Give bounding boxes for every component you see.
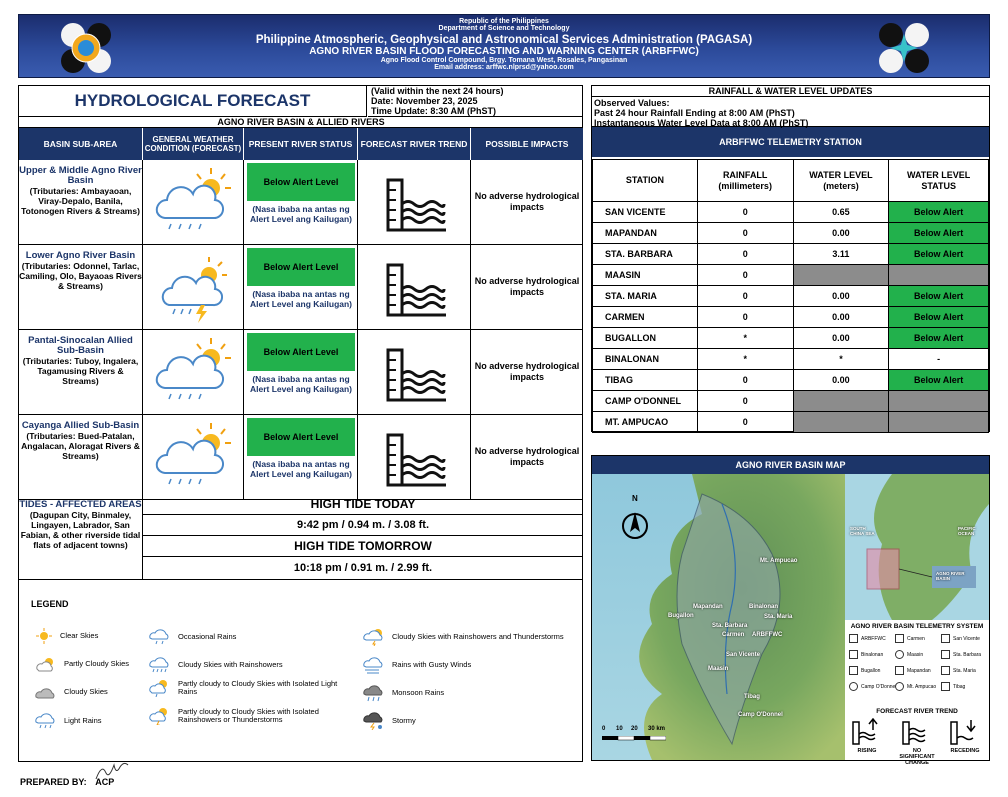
rain-icon xyxy=(143,415,244,499)
system-item-label: ARBFFWC xyxy=(861,635,886,642)
water-level-value: 0.00 xyxy=(793,286,889,307)
dost-logo-icon xyxy=(877,21,931,75)
scale-label: 20 xyxy=(631,726,638,732)
cloudy-icon xyxy=(33,684,59,700)
water-level-value: 0.00 xyxy=(793,307,889,328)
light-rains-icon xyxy=(33,712,59,730)
forecast-row xyxy=(19,330,583,415)
water-level-value xyxy=(793,265,889,286)
table-row xyxy=(593,223,989,244)
basin-map xyxy=(592,474,989,766)
legend-title: LEGEND xyxy=(31,599,69,609)
observed-label: Observed Values: xyxy=(594,98,670,108)
station-name: MAPANDAN xyxy=(593,223,698,244)
high-tide-today-label: HIGH TIDE TODAY xyxy=(143,494,583,515)
system-item xyxy=(941,682,965,691)
basin-cell xyxy=(19,245,143,329)
table-header-row xyxy=(593,160,989,202)
system-item-label: San Vicente xyxy=(953,635,980,642)
scale-label: 0 xyxy=(602,726,606,732)
water-level-value: 0.00 xyxy=(793,223,889,244)
north-arrow-icon xyxy=(620,502,650,542)
map-label: Bugallon xyxy=(668,613,694,619)
legend-label: Partly Cloudy Skies xyxy=(64,659,130,668)
rainfall-value: 0 xyxy=(697,412,793,433)
rain-icon xyxy=(143,160,244,244)
station-name: MAASIN xyxy=(593,265,698,286)
system-item xyxy=(849,666,880,675)
table-row xyxy=(593,391,989,412)
basin-name: Cayanga Allied Sub-Basin xyxy=(21,420,140,431)
station-name: TIBAG xyxy=(593,370,698,391)
forecast-time-update: Time Update: 8:30 AM (PhST) xyxy=(371,106,497,116)
wl-status: Below Alert xyxy=(889,286,989,307)
wl-status: Below Alert xyxy=(889,244,989,265)
basin-tributaries: (Tributaries: Tuboy, Ingalera, Tagamusing Rivers & Streams) xyxy=(22,356,139,386)
wl-status: Below Alert xyxy=(889,223,989,244)
impact-cell: No adverse hydrological impacts xyxy=(474,446,580,467)
basin-tributaries: (Tributaries: Odonnel, Tarlac, Camiling, Olo, Bayaoas Rivers & Streams) xyxy=(19,261,142,291)
wl-status: - xyxy=(889,349,989,370)
impact-cell: No adverse hydrological impacts xyxy=(474,361,580,382)
rainfall-value: 0 xyxy=(697,244,793,265)
river-status-cell xyxy=(244,160,358,244)
trend-title: FORECAST RIVER TREND xyxy=(876,708,958,715)
forecast-validity xyxy=(368,86,583,117)
legend-item xyxy=(361,712,581,730)
no-significant-change-icon xyxy=(901,718,931,746)
station-name: CAMP O'DONNEL xyxy=(593,391,698,412)
prepared-by xyxy=(20,777,114,787)
river-status-cell xyxy=(244,415,358,499)
basin-tributaries: (Tributaries: Bued-Patalan, Angalacan, Aloragat Rivers & Streams) xyxy=(21,431,140,461)
station-name: BUGALLON xyxy=(593,328,698,349)
map-label: Maasin xyxy=(708,666,729,672)
header-station: STATION xyxy=(593,160,698,202)
basin-name: Lower Agno River Basin xyxy=(25,250,136,261)
col-header-status: PRESENT RIVER STATUS xyxy=(244,128,358,160)
map-label: Sta. Maria xyxy=(764,614,793,620)
map-label: Mt. Ampucao xyxy=(760,558,798,564)
stormy-icon xyxy=(361,712,387,730)
rising-icon xyxy=(851,718,881,746)
status-tagalog: (Nasa ibaba na antas ng Alert Level ang Kailugan) xyxy=(249,289,353,309)
forecast-row xyxy=(19,415,583,500)
north-label: N xyxy=(632,494,638,503)
status-badge: Below Alert Level xyxy=(247,418,355,456)
legend-item xyxy=(33,628,153,644)
agency-title: Philippine Atmospheric, Geophysical and Astronomical Services Administration (PAGASA) xyxy=(255,34,753,46)
legend-label: Cloudy Skies with Rainshowers and Thunderstorms xyxy=(392,632,564,641)
wl-status xyxy=(889,391,989,412)
system-item xyxy=(849,682,896,691)
observed-notes xyxy=(592,97,989,127)
pagasa-logo-icon xyxy=(59,21,113,75)
col-header-basin: BASIN SUB-AREA xyxy=(19,128,143,160)
prepared-by-label: PREPARED BY: xyxy=(20,777,87,787)
weather-cell xyxy=(143,160,244,244)
map-label: Mapandan xyxy=(693,604,723,610)
water-level-note: Instantaneous Water Level Data at 8:00 AM (PhST) xyxy=(594,118,809,128)
prepared-by-initials: ACP xyxy=(95,777,115,787)
inset-label: AGNO RIVER BASIN xyxy=(936,571,965,581)
signature-icon xyxy=(92,761,132,783)
receding-icon xyxy=(949,718,979,746)
legend-item xyxy=(33,684,153,700)
water-level-value: 0.00 xyxy=(793,328,889,349)
rainshowers-icon xyxy=(147,656,173,674)
high-tide-tomorrow-label: HIGH TIDE TOMORROW xyxy=(143,536,583,557)
trend-cell xyxy=(358,330,471,414)
monsoon-rains-icon xyxy=(361,684,387,702)
wl-status: Below Alert xyxy=(889,328,989,349)
system-item-label: Sta. Maria xyxy=(953,667,976,674)
impact-cell: No adverse hydrological impacts xyxy=(474,276,580,297)
updates-title: RAINFALL & WATER LEVEL UPDATES xyxy=(592,86,989,97)
tides-area-list: (Dagupan City, Binmaley, Lingayen, Labrador, San Fabian, & other riverside tidal flats of adjacent towns) xyxy=(20,510,141,550)
high-tide-tomorrow-value: 10:18 pm / 0.91 m. / 2.99 ft. xyxy=(143,557,583,580)
status-tagalog: (Nasa ibaba na antas ng Alert Level ang Kailugan) xyxy=(249,374,353,394)
department-text: Department of Science and Technology xyxy=(438,25,570,32)
basin-cell xyxy=(19,330,143,414)
telemetry-system-legend xyxy=(845,620,989,766)
map-title: AGNO RIVER BASIN MAP xyxy=(592,456,989,474)
isolated-light-rains-icon xyxy=(147,679,173,697)
map-label: Sta. Barbara xyxy=(712,623,748,629)
station-name: STA. MARIA xyxy=(593,286,698,307)
station-name: CARMEN xyxy=(593,307,698,328)
rain-note: Past 24 hour Rainfall Ending at 8:00 AM (PhST) xyxy=(594,108,795,118)
col-header-trend: FORECAST RIVER TREND xyxy=(358,128,471,160)
water-level-value xyxy=(793,412,889,433)
trend-label: RECEDING xyxy=(950,748,980,754)
rainfall-water-level-panel xyxy=(591,85,990,432)
legend-label: Clear Skies xyxy=(60,631,99,640)
table-row xyxy=(593,349,989,370)
header-rainfall: RAINFALL (millimeters) xyxy=(697,160,793,202)
basin-map-panel xyxy=(591,455,990,766)
system-item xyxy=(941,650,981,659)
forecast-row xyxy=(19,160,583,245)
map-label: Camp O'Donnel xyxy=(738,712,783,718)
status-badge: Below Alert Level xyxy=(247,333,355,371)
status-tagalog: (Nasa ibaba na antas ng Alert Level ang Kailugan) xyxy=(249,204,353,224)
impact-cell: No adverse hydrological impacts xyxy=(474,191,580,212)
system-item-label: Maasin xyxy=(907,651,924,658)
basin-title: AGNO RIVER BASIN & ALLIED RIVERS xyxy=(19,117,583,128)
system-item-label: Camp O'Donnel xyxy=(861,683,897,690)
rainfall-value: 0 xyxy=(697,286,793,307)
basin-name: Upper & Middle Agno River Basin xyxy=(19,165,142,186)
legend-item xyxy=(33,712,153,730)
gusty-winds-icon xyxy=(361,656,387,674)
forecast-row xyxy=(19,245,583,330)
no-significant-change-icon xyxy=(358,330,471,414)
rainfall-value: * xyxy=(697,349,793,370)
system-item xyxy=(895,634,925,643)
system-item-label: Binalonan xyxy=(861,651,884,658)
scale-label: 30 km xyxy=(648,726,666,732)
water-level-value: 0.00 xyxy=(793,370,889,391)
map-label: Binalonan xyxy=(749,604,779,610)
rainfall-value: 0 xyxy=(697,223,793,244)
system-item-label: Mapandan xyxy=(907,667,931,674)
system-item xyxy=(895,666,931,675)
legend-item xyxy=(147,628,357,646)
rainfall-value: 0 xyxy=(697,391,793,412)
water-level-value: 3.11 xyxy=(793,244,889,265)
water-level-value: * xyxy=(793,349,889,370)
weather-cell xyxy=(143,245,244,329)
trend-cell xyxy=(358,415,471,499)
wl-status: Below Alert xyxy=(889,307,989,328)
inset-label: SOUTH CHINA SEA xyxy=(850,526,875,536)
occasional-rains-icon xyxy=(147,628,173,646)
system-item-label: Bugallon xyxy=(861,667,881,674)
legend-item xyxy=(361,656,581,674)
legend-label: Monsoon Rains xyxy=(392,688,445,697)
legend-item xyxy=(361,684,581,702)
system-item-label: Carmen xyxy=(907,635,925,642)
table-row xyxy=(593,412,989,433)
legend-label: Cloudy Skies with Rainshowers xyxy=(178,660,283,669)
inset-label: PACIFIC OCEAN xyxy=(958,526,976,536)
legend-label: Occasional Rains xyxy=(178,632,237,641)
system-item-label: Tibag xyxy=(953,683,966,690)
col-header-impacts: POSSIBLE IMPACTS xyxy=(471,128,583,160)
rainshowers-thunderstorms-icon xyxy=(361,628,387,646)
forecast-title: HYDROLOGICAL FORECAST xyxy=(19,86,367,117)
partly-cloudy-icon xyxy=(33,656,59,672)
system-item xyxy=(941,634,980,643)
tides-areas xyxy=(19,494,143,580)
system-item xyxy=(849,634,886,643)
legend-item xyxy=(147,707,357,725)
status-badge: Below Alert Level xyxy=(247,248,355,286)
rainfall-value: 0 xyxy=(697,202,793,223)
water-level-value: 0.65 xyxy=(793,202,889,223)
legend-label: Cloudy Skies xyxy=(64,687,108,696)
basin-cell xyxy=(19,160,143,244)
scale-bar-graphic xyxy=(602,736,666,742)
basin-name: Pantal-Sinocalan Allied Sub-Basin xyxy=(28,335,133,356)
forecast-date: Date: November 23, 2025 xyxy=(371,96,478,106)
table-row xyxy=(593,202,989,223)
legend-label: Stormy xyxy=(392,716,416,725)
station-name: MT. AMPUCAO xyxy=(593,412,698,433)
system-item xyxy=(895,650,923,659)
map-label: San Vicente xyxy=(726,652,760,658)
clear-skies-icon xyxy=(33,628,55,644)
system-item xyxy=(895,682,936,691)
rainfall-value: * xyxy=(697,328,793,349)
table-row xyxy=(593,265,989,286)
table-row xyxy=(593,286,989,307)
header-banner xyxy=(18,14,990,78)
system-item-label: Mt. Ampucao xyxy=(907,683,937,690)
trend-cell xyxy=(358,160,471,244)
status-tagalog: (Nasa ibaba na antas ng Alert Level ang Kailugan) xyxy=(249,459,353,479)
col-header-weather: GENERAL WEATHER CONDITION (FORECAST) xyxy=(143,128,244,160)
hydrological-forecast-panel xyxy=(18,85,583,762)
basin-cell xyxy=(19,415,143,499)
republic-text: Republic of the Philippines xyxy=(459,18,549,25)
table-row xyxy=(593,307,989,328)
rainfall-value: 0 xyxy=(697,265,793,286)
trend-label: RISING xyxy=(857,748,877,754)
station-name: STA. BARBARA xyxy=(593,244,698,265)
valid-text: (Valid within the next 24 hours) xyxy=(371,86,504,96)
legend-label: Partly cloudy to Cloudy Skies with Isolated Light Rains xyxy=(178,679,338,696)
system-item-label: Sta. Barbara xyxy=(953,651,982,658)
header-water-level: WATER LEVEL (meters) xyxy=(793,160,889,202)
system-item xyxy=(849,650,883,659)
table-row xyxy=(593,370,989,391)
address-text: Agno Flood Control Compound, Brgy. Tomana West, Rosales, Pangasinan xyxy=(380,57,628,64)
rain-icon xyxy=(143,330,244,414)
wl-status: Below Alert xyxy=(889,202,989,223)
map-label: ARBFFWC xyxy=(752,632,783,638)
center-title: AGNO RIVER BASIN FLOOD FORECASTING AND WARNING CENTER (ARBFFWC) xyxy=(309,46,699,57)
legend-item xyxy=(147,656,357,674)
system-item xyxy=(941,666,976,675)
no-significant-change-icon xyxy=(358,245,471,329)
legend-item xyxy=(361,628,581,646)
legend-label: Partly cloudy to Cloudy Skies with Isolated Rainshowers or Thunderstorms xyxy=(178,707,319,724)
map-label: Carmen xyxy=(722,632,745,638)
map-label: Tibag xyxy=(744,694,760,700)
river-status-cell xyxy=(244,245,358,329)
no-significant-change-icon xyxy=(358,160,471,244)
legend-item xyxy=(147,679,357,697)
system-title: AGNO RIVER BASIN TELEMETRY SYSTEM xyxy=(850,623,984,630)
table-row xyxy=(593,244,989,265)
water-level-value xyxy=(793,391,889,412)
status-badge: Below Alert Level xyxy=(247,163,355,201)
legend-item xyxy=(33,656,153,672)
header-wl-status: WATER LEVEL STATUS xyxy=(889,160,989,202)
email-text: Email address: arffwc.nlprsd@yahoo.com xyxy=(434,64,574,71)
basin-tributaries: (Tributaries: Ambayaoan, Viray-Depalo, Banila, Totonogen Rivers & Streams) xyxy=(21,186,140,216)
no-significant-change-icon xyxy=(358,415,471,499)
trend-label: NO SIGNIFICANT CHANGE xyxy=(899,748,935,766)
scale-label: 10 xyxy=(616,726,623,732)
station-name: BINALONAN xyxy=(593,349,698,370)
trend-cell xyxy=(358,245,471,329)
station-name: SAN VICENTE xyxy=(593,202,698,223)
telemetry-title: ARBFFWC TELEMETRY STATION xyxy=(592,127,989,157)
telemetry-table xyxy=(592,159,989,433)
tides-title: TIDES - AFFECTED AREAS xyxy=(19,499,142,510)
weather-cell xyxy=(143,330,244,414)
thunderstorm-icon xyxy=(143,245,244,329)
wl-status xyxy=(889,412,989,433)
weather-cell xyxy=(143,415,244,499)
rainfall-value: 0 xyxy=(697,307,793,328)
high-tide-today-value: 9:42 pm / 0.94 m. / 3.08 ft. xyxy=(143,515,583,536)
wl-status xyxy=(889,265,989,286)
scale-bar xyxy=(602,726,666,744)
wl-status: Below Alert xyxy=(889,370,989,391)
legend-label: Light Rains xyxy=(64,716,102,725)
river-status-cell xyxy=(244,330,358,414)
isolated-thunderstorms-icon xyxy=(147,707,173,725)
table-row xyxy=(593,328,989,349)
rainfall-value: 0 xyxy=(697,370,793,391)
legend-label: Rains with Gusty Winds xyxy=(392,660,472,669)
